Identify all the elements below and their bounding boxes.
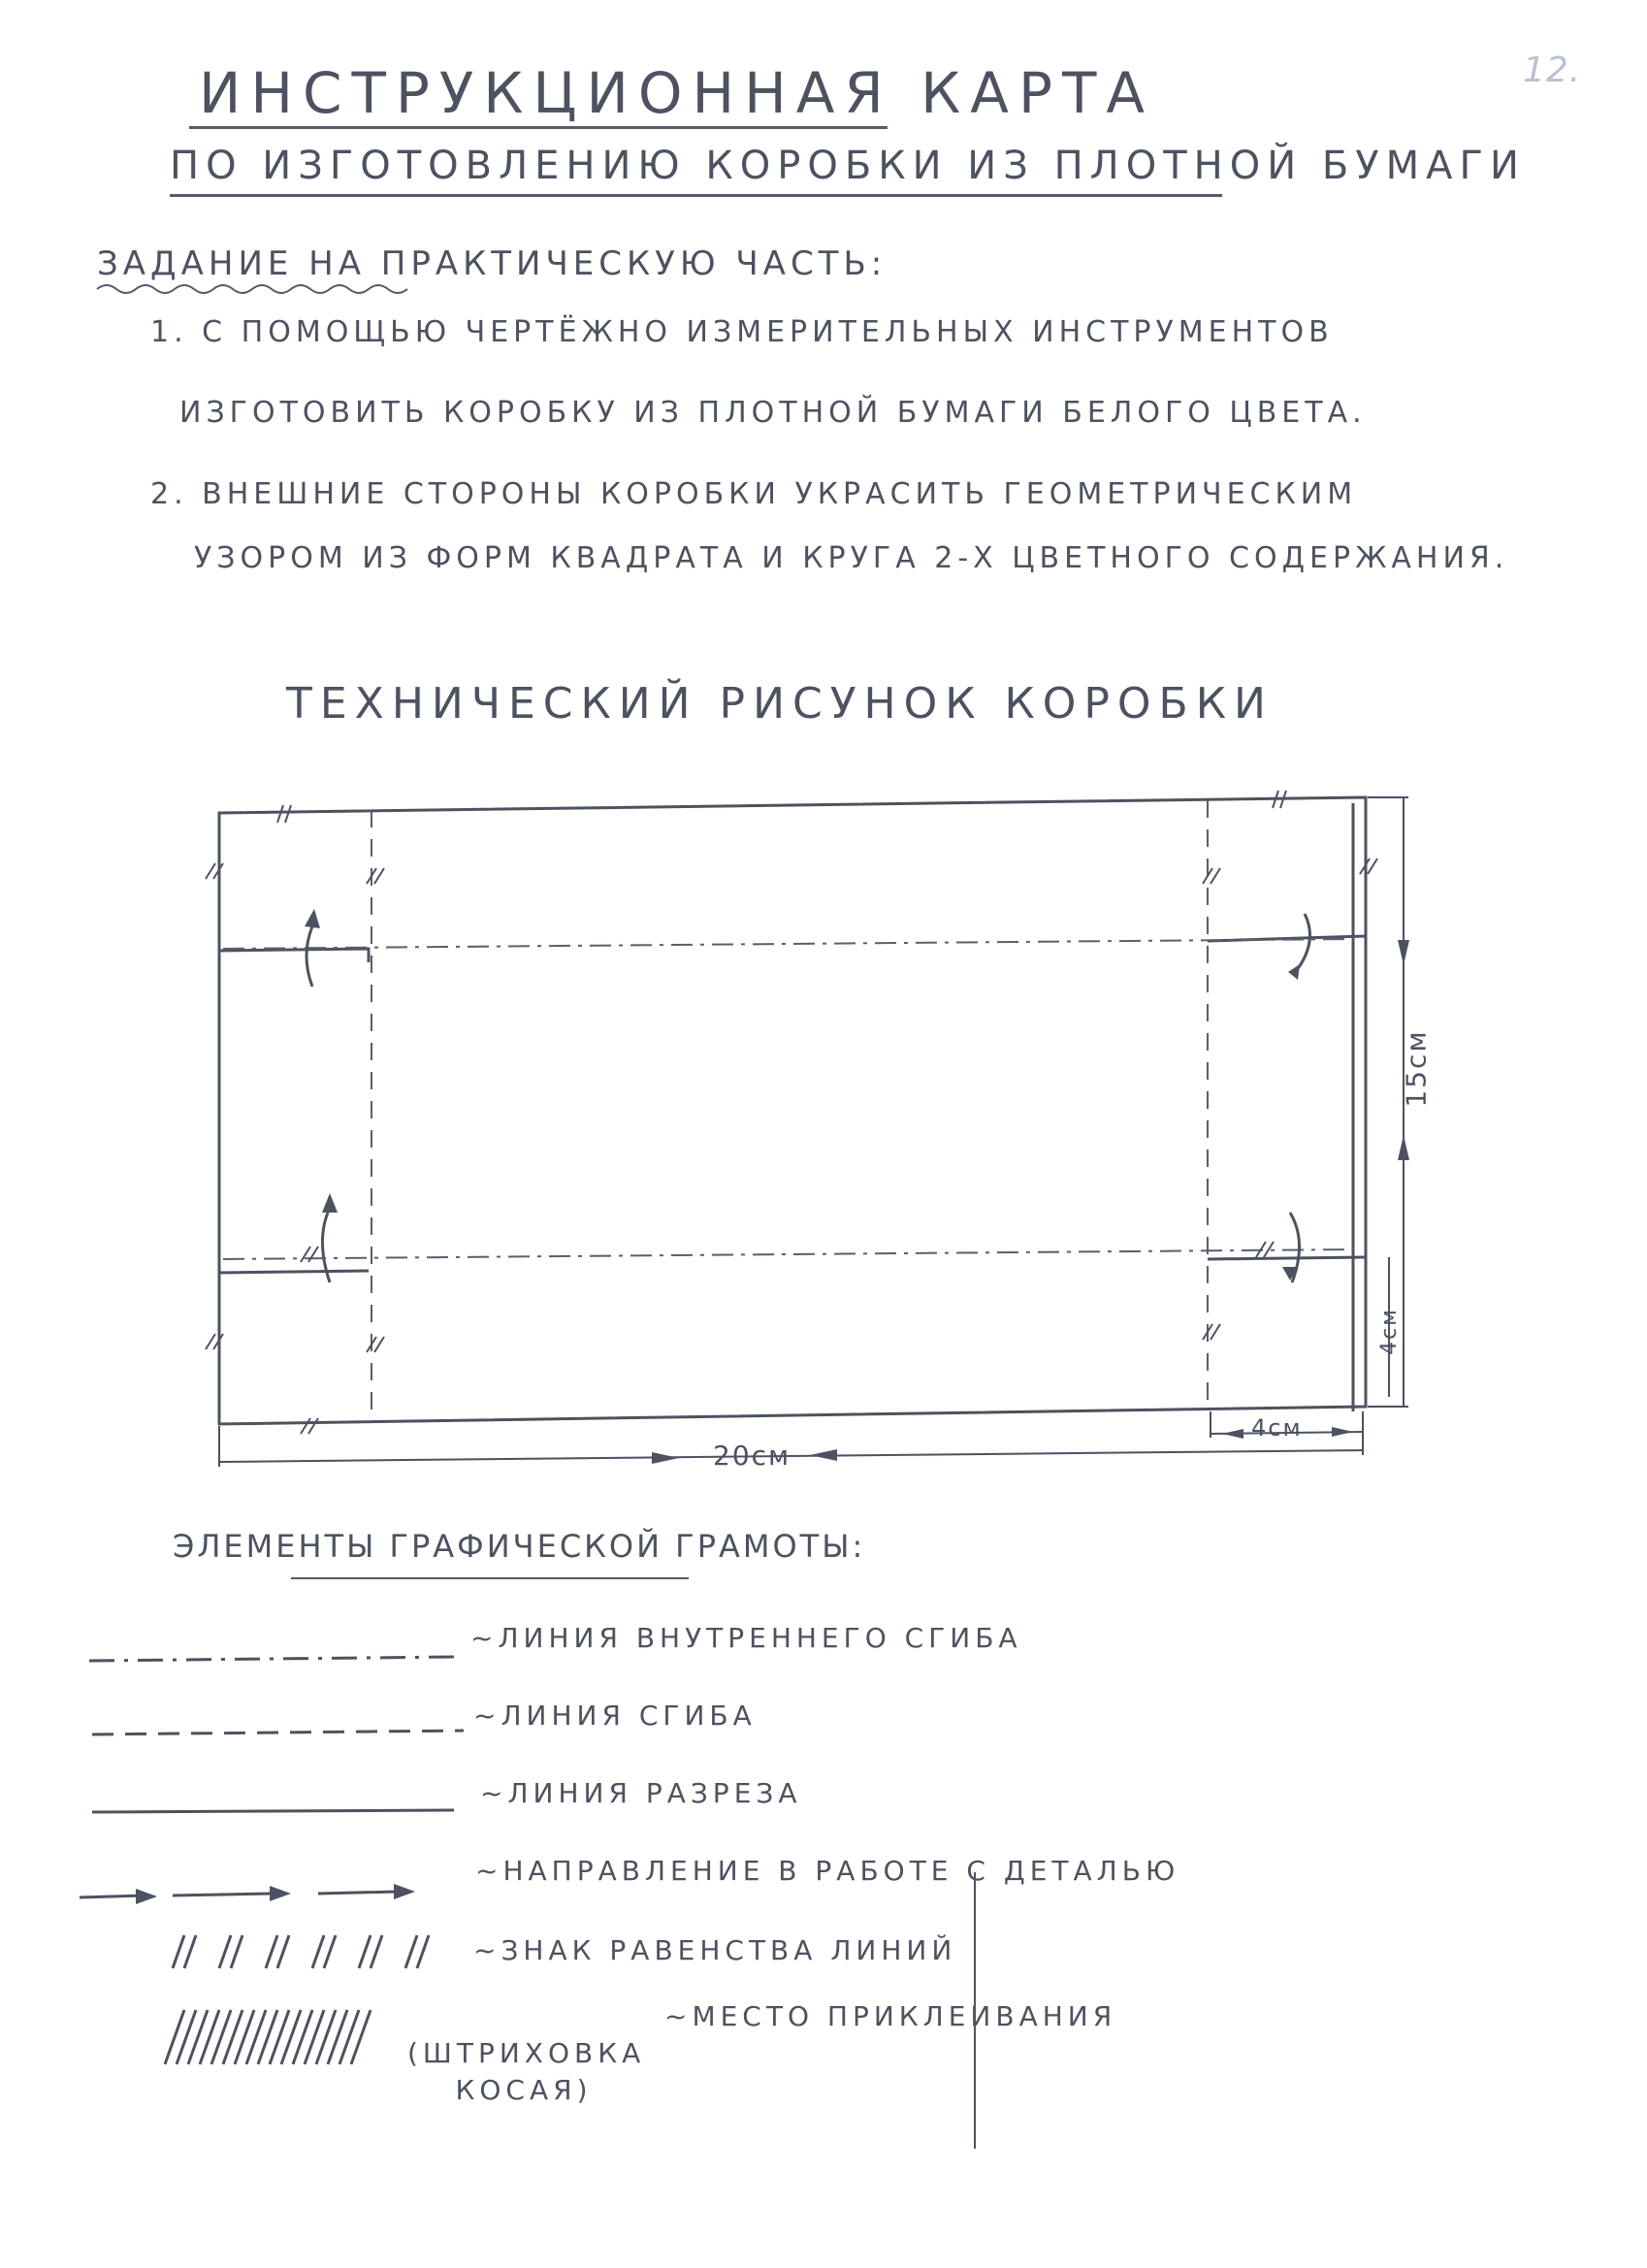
task-item-2-line-2: УЗОРОМ ИЗ ФОРМ КВАДРАТА И КРУГА 2-Х ЦВЕТНОГО СОДЕРЖАНИЯ. (194, 541, 1509, 575)
legend-hatching-note: (ШТРИХОВКА КОСАЯ) (407, 2037, 646, 2106)
fold-direction-arrow (307, 926, 312, 987)
flap-cut-top-left (219, 949, 369, 962)
legend-heading-underline (291, 1577, 689, 1579)
height-dimension-label: 15см (1400, 1029, 1433, 1108)
outer-cut-line (219, 797, 1366, 1424)
drawing-title: ТЕХНИЧЕСКИЙ РИСУНОК КОРОБКИ (286, 679, 1274, 729)
legend-label-gluing: ~МЕСТО ПРИКЛЕИВАНИЯ (664, 2000, 1117, 2032)
task-item-2-line-1: 2. ВНЕШНИЕ СТОРОНЫ КОРОБКИ УКРАСИТЬ ГЕОМЕТРИЧЕСКИМ (150, 477, 1358, 511)
task-heading: ЗАДАНИЕ НА ПРАКТИЧЕСКУЮ ЧАСТЬ: (97, 244, 888, 283)
legend-label-fold: ~ЛИНИЯ СГИБА (473, 1700, 757, 1732)
equality-mark (367, 868, 384, 884)
equality-mark (301, 1418, 318, 1434)
legend-label-equality: ~ЗНАК РАВЕНСТВА ЛИНИЙ (473, 1934, 957, 1966)
document-subtitle: ПО ИЗГОТОВЛЕНИЮ КОРОБКИ ИЗ ПЛОТНОЙ БУМАГИ (170, 144, 1526, 188)
equality-mark (301, 1247, 318, 1262)
flap-width-dimension-label: 4см (1251, 1414, 1303, 1442)
arrow-head (305, 909, 320, 928)
arrow-head (322, 1193, 338, 1213)
arrow-head (810, 1449, 837, 1461)
arrow-head (1332, 1427, 1353, 1437)
legend-label-cut: ~ЛИНИЯ РАЗРЕЗА (480, 1777, 802, 1809)
dimension-line-width (219, 1450, 1363, 1462)
equality-mark (1203, 868, 1220, 884)
task-item-1-line-2: ИЗГОТОВИТЬ КОРОБКУ ИЗ ПЛОТНОЙ БУМАГИ БЕЛОГО ЦВЕТА. (179, 396, 1367, 430)
flap-height-dimension-label: 4см (1376, 1308, 1402, 1355)
equality-mark (1203, 1324, 1220, 1340)
flap-cut-bottom-left (219, 1271, 369, 1273)
arrow-head (1222, 1429, 1243, 1439)
fold-direction-arrow (1297, 914, 1309, 970)
task-item-1-line-1: 1. С ПОМОЩЬЮ ЧЕРТЁЖНО ИЗМЕРИТЕЛЬНЫХ ИНСТРУМЕНТОВ (150, 315, 1334, 349)
legend-label-inner-fold: ~ЛИНИЯ ВНУТРЕННЕГО СГИБА (470, 1622, 1022, 1654)
arrow-head (1398, 940, 1409, 965)
document-title: ИНСТРУКЦИОННАЯ КАРТА (199, 60, 1155, 126)
inner-fold-line-top (223, 939, 1353, 949)
equality-mark (367, 1337, 384, 1352)
width-dimension-label: 20см (713, 1440, 791, 1472)
arrow-head (1398, 1135, 1409, 1160)
equality-mark (1360, 859, 1377, 874)
legend-heading: ЭЛЕМЕНТЫ ГРАФИЧЕСКОЙ ГРАМОТЫ: (173, 1528, 866, 1565)
inner-fold-line-bottom (223, 1249, 1353, 1259)
flap-cut-bottom-right (1208, 1257, 1366, 1259)
equality-mark (277, 805, 291, 823)
arrow-head (1288, 964, 1300, 980)
page-number-mark: 12. (1523, 50, 1582, 90)
arrow-head (652, 1452, 679, 1464)
legend-label-direction: ~НАПРАВЛЕНИЕ В РАБОТЕ С ДЕТАЛЬЮ (475, 1855, 1180, 1887)
